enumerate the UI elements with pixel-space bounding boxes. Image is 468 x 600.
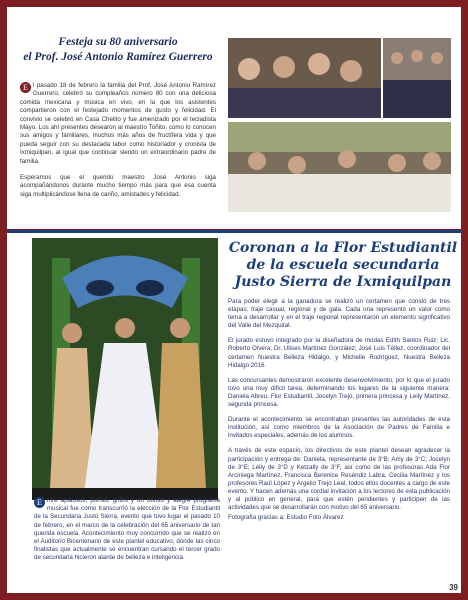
flor-estudiantil-photo [32,238,218,500]
story2-paragraph: Durante el acontecimiento se encontraban presentes las autoridades de esta institución, así como miembros de la Asociación de Padres de Familia e invitados especiales, además de los alumnos. [228,416,450,440]
photo-caption: E ntre aplausos, porras, gritos y un bonito y alegre programa musical fue como transcurrió la elección de la Flor Estudiantil de la Secundaria Justo Sierra, evento que tuvo lugar el pasado 10 de febrero, en el marco de la celebración del 65 aniversario de tan querida escuela. Acontecimiento muy concurrido que se realizó en el Auditorio Bicentenario de este plantel educativo, donde las cinco finalistas que actualmente se encuentran cursando el tercer grado de secundaria hicieron alarde de belleza e inteligencia. [34,497,220,562]
dropcap: E [34,497,45,508]
section-divider [7,230,461,233]
story2-paragraph: Las concursantes demostraron excelente desenvolvimiento, por lo que el jurado tuvo una muy difícil tarea, determinando los lugares de la siguiente manera: Daniela Abreu, Flor Estudiantil, Jocelyn Trejo, primera princesa y Leily Martínez, segunda princesa. [228,376,450,409]
story1-paragraph: E l pasado 18 de febrero la familia del Prof. José Antonio Ramírez Guerrero, celebró su cumpleaños número 80 con una deliciosa comida mexicana y música en vivo, en la que los asistentes compartieron con el festejado momentos de gusto y felicidad. El convivio se celebró en Casa Chelito y fue amenizado por el tecladista Mayo. Los ahí presentes desearon al maestro Toñito, como lo conocen sus amigos y familiares, muchos más años de fructífera vida y que pueda seguir con su destacada labor como historiador y cronista de Ixmiquilpan, al igual que continuar siendo un extraordinario padre de familia. [20,82,216,165]
story1-title: Festeja su 80 aniversario el Prof. José Antonio Ramírez Guerrero [23,36,213,63]
story2-title: Coronan a la Flor Estudiantil de la escuela secundaria Justo Sierra de Ixmiquilpan [228,240,458,290]
family-photo [383,38,451,118]
birthday-photo-group [228,38,381,118]
page-number: 39 [449,583,458,592]
story2-paragraph: A través de este espacio, los directivos de este plantel desean agradecer la participación y entrega de: Daniela, representante de 3°B; Amy de 3°C; Jocelyn de 3°E; Leily de 3°D y Ketzally de 3°F, así como de las profesoras Ada Flor Arciniega Martínez, Francisca Berenice Reséndiz Labra, Cecilia Martínez y los profesores Raúl López y Argelio Trejo Leal, todos ellos docentes a cargo de este evento. Y hacen además una cordial invitación a los lectores de esta publicación y al público en general, para que estén pendientes y participen de las actividades que se desarrollarán con motivo del 65 aniversario. [228,447,450,512]
queens-illustration [32,238,218,500]
photo-credit: Fotografía gracias a: Estudio Foto Álvarez [228,514,344,522]
story1-body [20,82,216,207]
story2-paragraph: El jurado estuvo integrado por la diseñadora de modas Edith Santos Ruiz; Lic. Roberto Olvera; Dr. Ulises Martínez González; José Luis Téllez, coordinador del certamen Nuestra Belleza Hidalgo, y Michelle Rodríguez, Nuestra Belleza Hidalgo 2016. [228,337,450,369]
story1-paragraph: Esperamos que el querido maestro José Antonio siga acompañándonos durante mucho tiempo más para que esa cuenta siga multiplicándose llena de cariño, amistades y felicidad. [20,174,216,198]
party-guests-photo [228,122,451,212]
story2-paragraph: Para poder elegir a la ganadora se realizó un certamen que constó de tres etapas: traje casual, regional y de gala. Cada una representó un valor como tema a desarrollar y en el traje regional representaron un elemento significativo del Valle del Mezquital. [228,298,450,330]
dropcap: E [20,82,31,93]
story2-body [228,298,450,529]
